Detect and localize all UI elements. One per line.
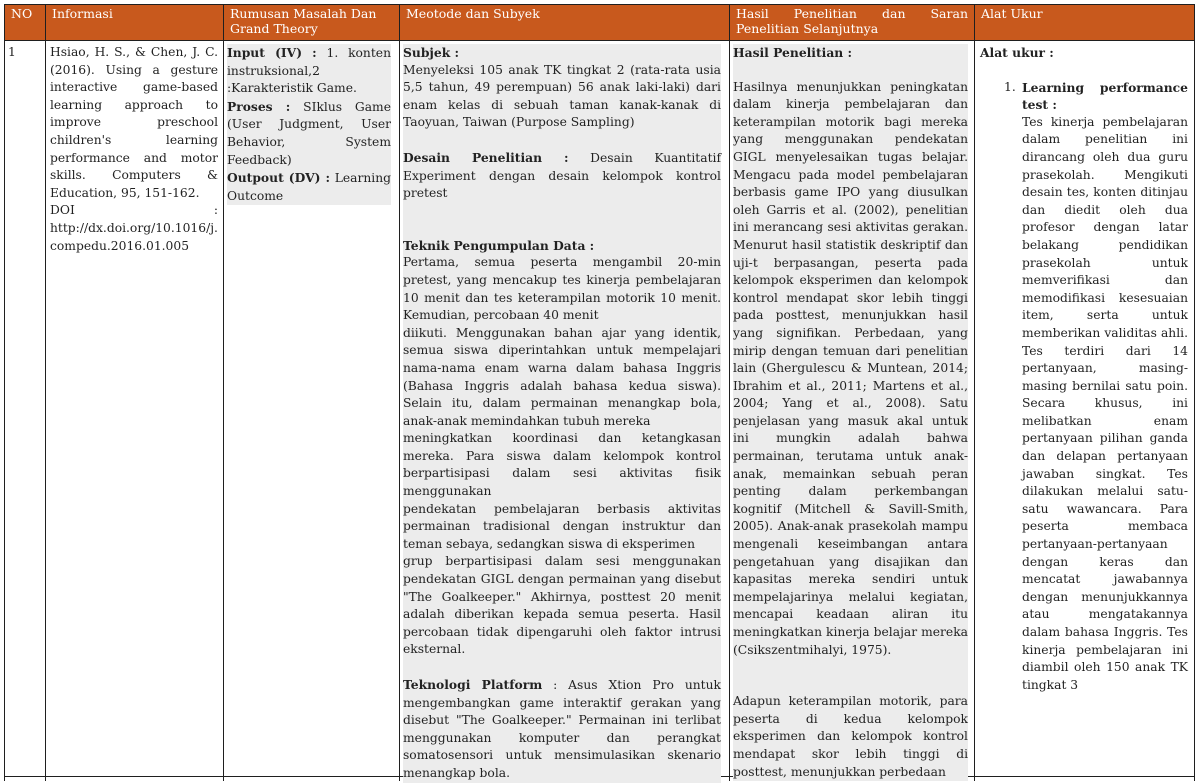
header-alat: Alat Ukur — [975, 4, 1194, 40]
input-block — [227, 44, 391, 98]
alat-item-1-label: Learning performance test : — [1022, 79, 1188, 113]
cell-alat — [980, 44, 1188, 694]
list-marker: 1. — [1004, 79, 1016, 94]
desain-text: Desain Kuantitatif Experiment dengan desain kelompok kontrol pretest — [403, 150, 721, 201]
teknologi-text: : Asus Xtion Pro untuk mengembangkan game interaktif gerakan yang disebut "The Goalkeeper." Permainan ini terlibat menggunakan komputer dan perangkat somatosensori untuk mensimulasikan skenario menangkap bola. — [403, 678, 721, 780]
row-number: 1 — [8, 45, 16, 59]
header-no: NO — [5, 4, 45, 40]
teknik-paragraph-1: Pertama, semua peserta mengambil 20-min pretest, yang mencakup tes kinerja pembelajaran 10 menit dan tes keterampilan motorik 10 menit. Kemudian, percobaan 40 menit — [403, 255, 721, 323]
cell-no — [8, 44, 42, 62]
table-border-right — [1194, 4, 1195, 781]
table-border — [729, 4, 730, 781]
proses-label: Proses : — [227, 98, 291, 114]
teknik-paragraph-2: diikuti. Menggunakan bahan ajar yang identik, semua siswa diperintahkan untuk mempelajari nama-nama enam warna dalam bahasa Inggris (Bahasa Inggris adalah bahasa kedua siswa). Selain itu, dalam permainan menangkap bola, anak-anak memindahkan tubuh mereka — [403, 325, 721, 428]
doi-link[interactable]: http://dx.doi.org/10.1016/j.compedu.2016.01.005 — [50, 220, 218, 253]
subjek-label: Subjek : — [403, 45, 460, 60]
table-border — [974, 4, 975, 781]
table-border — [45, 4, 46, 781]
teknik-label: Teknik Pengumpulan Data : — [403, 237, 595, 253]
hasil-paragraph-1: Hasilnya menunjukkan peningkatan dalam kinerja pembelajaran dan keterampilan motorik bagi mereka yang menggunakan pendekatan GIGL menyelesaikan tugas belajar. Mengacu pada model pembelajaran berbasis game IPO yang diusulkan oleh Garris et al. (2002), penelitian ini merancang sesi aktivitas gerakan. Menurut hasil statistik deskriptif dan uji-t berpasangan, peserta pada kelompok eksperimen dan kelompok kontrol mendapat skor lebih tinggi pada posttest, menunjukkan hasil yang signifikan. Perbedaan, yang mirip dengan temuan dari penelitian lain (Ghergulescu & Muntean, 2014; Ibrahim et al., 2011; Martens et al., 2004; Yang et al., 2008). Satu penjelasan yang masuk akal untuk ini mungkin adalah bahwa permainan, terutama untuk anak-anak, memainkan sebuah peran penting dalam perkembangan kognitif (Mitchell & Savill-Smith, 2005). Anak-anak prasekolah mampu mengenali keseimbangan antara pengetahuan yang disajikan dan kapasitas mereka sendiri untuk mempelajarinya melalui kegiatan, mencapai keadaan aliran itu meningkatkan kinerja belajar mereka (Csikszentmihalyi, 1975). — [733, 79, 968, 657]
output-block — [227, 169, 391, 205]
input-label: Input (IV) : — [227, 45, 317, 60]
hasil-label: Hasil Penelitian : — [733, 45, 853, 60]
desain-label: Desain Penelitian : — [403, 149, 569, 165]
output-text: Learning Outcome — [227, 171, 391, 203]
table-border — [223, 4, 224, 781]
table-header-border — [4, 40, 1194, 41]
output-label: Outpout (DV) : — [227, 170, 331, 186]
teknologi-block — [403, 676, 721, 783]
cell-hasil — [733, 44, 968, 781]
table-border — [399, 4, 400, 781]
header-informasi: Informasi — [46, 4, 223, 40]
teknik-paragraph-3: meningkatkan koordinasi dan ketangkasan mereka. Para siswa dalam kelompok kontrol berpartisipasi dalam sesi aktivitas fisik menggunakan — [403, 431, 721, 499]
desain-block — [403, 149, 721, 203]
header-hasil: Hasil Penelitian dan Saran Penelitian Selanjutnya — [730, 4, 974, 40]
table-border-top — [4, 4, 1194, 5]
input-text: 1. konten instruksional,2 :Karakteristik Game. — [227, 46, 391, 96]
cell-rumusan — [227, 44, 391, 205]
cell-informasi — [50, 44, 218, 255]
hasil-paragraph-2: Adapun keterampilan motorik, para peserta di kedua kelompok eksperimen dan kelompok kontrol mendapat skor lebih tinggi di posttest, menunjukkan perbedaan — [733, 694, 968, 779]
alat-item-1-text: Tes kinerja pembelajaran dalam penelitian ini dirancang oleh dua guru prasekolah. Mengikuti desain tes, konten ditinjau dan diedit oleh dua profesor dengan latar belakang pendidikan prasekolah untuk memverifikasi dan memodifikasi kesesuaian item, serta untuk memberikan validitas ahli. Tes terdiri dari 14 pertanyaan, masing-masing bernilai satu poin. Secara khusus, ini melibatkan enam pertanyaan pilihan ganda dan delapan pertanyaan jawaban singkat. Tes dilakukan melalui satu-satu wawancara. Para peserta membaca pertanyaan-pertanyaan dengan keras dan mencatat jawabannya dengan menunjukkannya atau mengatakannya dalam bahasa Inggris. Tes kinerja pembelajaran ini diambil oleh 150 anak TK tingkat 3 — [1022, 114, 1188, 692]
header-metode: Meotode dan Subyek — [400, 4, 729, 40]
cell-metode — [403, 44, 721, 783]
table-border-left — [4, 4, 5, 781]
alat-label: Alat ukur : — [980, 45, 1054, 60]
teknologi-label: Teknologi Platform — [403, 677, 543, 692]
subjek-text: Menyeleksi 105 anak TK tingkat 2 (rata-rata usia 5,5 tahun, 49 perempuan) 56 anak laki-laki) dari enam kelas di sebuah taman kanak-kanak di Taoyuan, Taiwan (Purpose Sampling) — [403, 62, 721, 130]
teknik-paragraph-5: grup berpartisipasi dalam sesi menggunakan pendekatan GIGL dengan permainan yang disebut "The Goalkeeper." Akhirnya, posttest 20 menit adalah diberikan kepada semua peserta. Hasil percobaan tidak dipengaruhi oleh faktor intrusi eksternal. — [403, 554, 721, 657]
teknik-paragraph-4: pendekatan pembelajaran berbasis aktivitas permainan tradisional dengan instruktur dan teman sebaya, sedangkan siswa di eksperimen — [403, 501, 721, 551]
alat-item-1 — [980, 79, 1188, 695]
proses-block — [227, 98, 391, 169]
proses-text: SIklus Game (User Judgment, User Behavior, System Feedback) — [227, 99, 391, 167]
citation-text: Hsiao, H. S., & Chen, J. C. (2016). Using a gesture interactive game-based learning approach to improve preschool children's learning performance and motor skills. Computers & Education, 95, 151-162. — [50, 45, 218, 200]
header-rumusan: Rumusan Masalah Dan Grand Theory — [224, 4, 399, 40]
doi-label: DOI : — [50, 203, 218, 218]
